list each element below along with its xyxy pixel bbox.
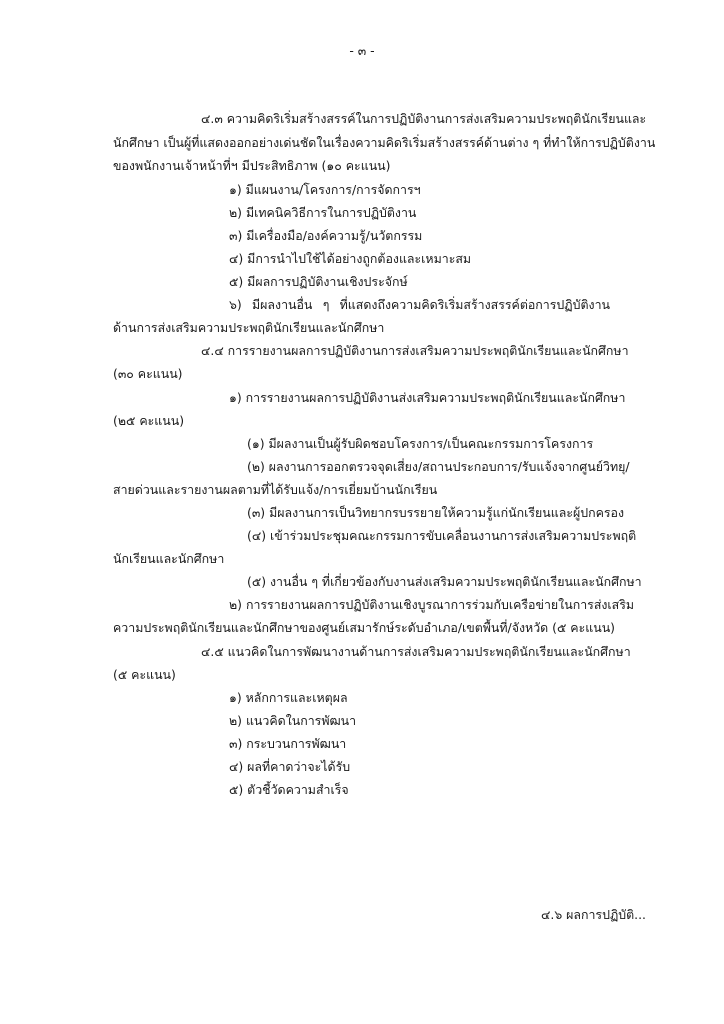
sub-list-item: (๑) มีผลงานเป็นผู้รับผิดชอบโครงการ/เป็นคณะกรรมการโครงการ — [247, 436, 594, 451]
list-item: ๑) มีแผนงาน/โครงการ/การจัดการฯ — [229, 182, 421, 197]
list-item: ๔) ผลที่คาดว่าจะได้รับ — [229, 759, 351, 774]
sub-list-item-continuation: นักเรียนและนักศึกษา — [113, 551, 225, 566]
sub-list-item: (๓) มีผลงานการเป็นวิทยากรบรรยายให้ความรู้แก่นักเรียนและผู้ปกครอง — [247, 505, 625, 520]
list-item: ๕) มีผลการปฏิบัติงานเชิงประจักษ์ — [229, 274, 408, 289]
list-item: ๑) หลักการและเหตุผล — [229, 690, 348, 705]
section-4-5-heading: ๔.๕ แนวคิดในการพัฒนางานด้านการส่งเสริมความประพฤตินักเรียนและนักศึกษา — [201, 644, 631, 659]
sub-list-item: (๔) เข้าร่วมประชุมคณะกรรมการขับเคลื่อนงานการส่งเสริมความประพฤติ — [247, 528, 637, 543]
section-4-4-heading: ๔.๔ การรายงานผลการปฏิบัติงานการส่งเสริมความประพฤตินักเรียนและนักศึกษา — [201, 343, 629, 358]
continuation-note: ๔.๖ ผลการปฏิบัติ... — [541, 907, 646, 922]
list-item-continuation: ด้านการส่งเสริมความประพฤตินักเรียนและนักศึกษา — [113, 320, 385, 335]
subsection-score: (๒๕ คะแนน) — [113, 413, 185, 428]
list-item: ๒) แนวคิดในการพัฒนา — [229, 713, 357, 728]
section-4-5-score: (๕ คะแนน) — [113, 667, 176, 682]
list-item: ๖) มีผลงานอื่น ๆ ที่แสดงถึงความคิดริเริ่มสร้างสรรค์ต่อการปฏิบัติงาน — [229, 297, 610, 312]
subsection-heading: ๒) การรายงานผลการปฏิบัติงานเชิงบูรณาการร่วมกับเครือข่ายในการส่งเสริม — [229, 597, 635, 612]
sub-list-item-continuation: สายด่วนและรายงานผลตามที่ได้รับแจ้ง/การเยี่ยมบ้านนักเรียน — [113, 482, 438, 497]
list-item: ๕) ตัวชี้วัดความสำเร็จ — [229, 782, 349, 797]
list-item: ๔) มีการนำไปใช้ได้อย่างถูกต้องและเหมาะสม — [229, 251, 472, 266]
section-4-4-score: (๓๐ คะแนน) — [113, 366, 183, 381]
subsection-heading: ๑) การรายงานผลการปฏิบัติงานส่งเสริมความประพฤตินักเรียนและนักศึกษา — [229, 390, 626, 405]
sub-list-item: (๒) ผลงานการออกตรวจจุดเสี่ยง/สถานประกอบการ/รับแจ้งจากศูนย์วิทยุ/ — [247, 459, 630, 474]
list-item: ๓) กระบวนการพัฒนา — [229, 736, 347, 751]
list-item: ๓) มีเครื่องมือ/องค์ความรู้/นวัตกรรม — [229, 228, 423, 243]
sub-list-item: (๕) งานอื่น ๆ ที่เกี่ยวข้องกับงานส่งเสริมความประพฤตินักเรียนและนักศึกษา — [247, 574, 642, 589]
section-4-3-text: ของพนักงานเจ้าหน้าที่ฯ มีประสิทธิภาพ (๑๐ คะแนน) — [113, 158, 391, 173]
section-4-3-text: นักศึกษา เป็นผู้ที่แสดงออกอย่างเด่นชัดในเรื่องความคิดริเริ่มสร้างสรรค์ด้านต่าง ๆ ที่ทำให้การปฏิบัติงาน — [113, 135, 656, 150]
section-4-3-heading: ๔.๓ ความคิดริเริ่มสร้างสรรค์ในการปฏิบัติงานการส่งเสริมความประพฤตินักเรียนและ — [201, 111, 647, 126]
page-number: - ๓ - — [349, 43, 375, 58]
subsection-text: ความประพฤตินักเรียนและนักศึกษาของศูนย์เสมารักษ์ระดับอำเภอ/เขตพื้นที่/จังหวัด (๕ คะแนน) — [113, 620, 616, 635]
list-item: ๒) มีเทคนิควิธีการในการปฏิบัติงาน — [229, 205, 417, 220]
